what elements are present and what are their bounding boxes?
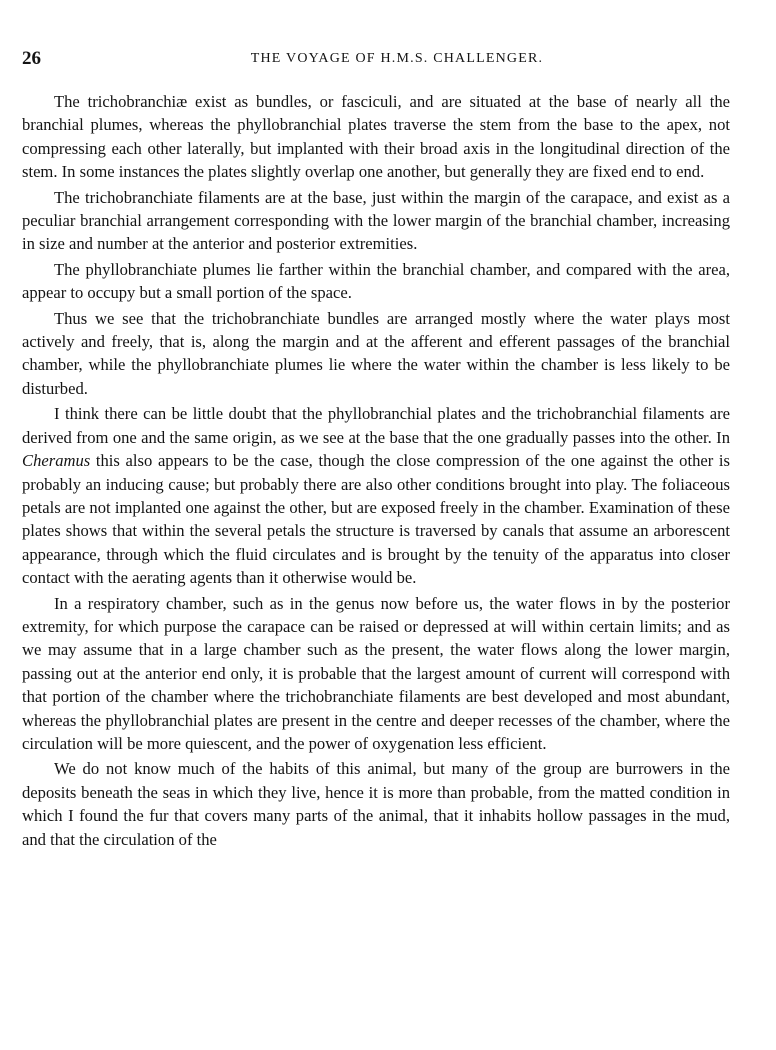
paragraph-2: The trichobranchiate filaments are at the base, just within the margin of the carapace, and exist as a peculiar branchial arrangement corresponding with the lower margin of the branchial chamber, increasing in size and number at the anterior and posterior extremities. bbox=[22, 187, 730, 254]
genus-name-italic: Cheramus bbox=[22, 451, 91, 471]
paragraph-5-part-1: I think there can be little doubt that the phyllobranchial plates and the trichobranchial filaments are derived from one and the same origin, as we see at the base that the one gradually passes into the other. In bbox=[22, 404, 730, 447]
paragraph-3: The phyllobranchiate plumes lie farther within the branchial chamber, and compared with the area, appear to occupy but a small portion of the space. bbox=[22, 259, 730, 303]
paragraph-7: We do not know much of the habits of this animal, but many of the group are burrowers in the deposits beneath the seas in which they live, hence it is more than probable, from the matted condition in which I found the fur that covers many parts of the animal, that it inhabits hollow passages in the mud, and that the circulation of the bbox=[22, 759, 730, 849]
paragraph-1: The trichobranchiæ exist as bundles, or fasciculi, and are situated at the base of nearly all the branchial plumes, whereas the phyllobranchial plates traverse the stem from the base to the apex, not compressing each other laterally, but implanted with their broad axis in the longitudinal direction of the stem. In some instances the plates slightly overlap one another, but generally they are fixed end to end. bbox=[22, 92, 730, 182]
paragraph-6: In a respiratory chamber, such as in the genus now before us, the water flows in by the posterior extremity, for which purpose the carapace can be raised or depressed at will within certain limits; and as we may assume that in a large chamber such as the present, the water flows along the lower margin, passing out at the anterior end only, it is probable that the largest amount of current will correspond with that portion of the chamber where the trichobranchiate filaments are best developed and most abundant, whereas the phyllobranchial plates are present in the centre and deeper recesses of the chamber, where the circulation will be more quiescent, and the power of oxygenation less efficient. bbox=[22, 593, 730, 753]
paragraph-5-part-2: this also appears to be the case, though the close compression of the one against the other is probably an inducing cause; but probably there are also other conditions brought into play. The foliaceous petals are not implanted one against the other, but are exposed freely in the chamber. Examination of these plates shows that within the several petals the structure is traversed by canals that assume an arborescent appearance, through which the fluid circulates and is brought by the tenuity of the apparatus into closer contact with the aerating agents than it otherwise would be. bbox=[22, 451, 730, 588]
page-number: 26 bbox=[22, 48, 41, 69]
running-title: THE VOYAGE OF H.M.S. CHALLENGER. bbox=[250, 51, 544, 66]
paragraph-5 bbox=[22, 402, 730, 589]
paragraph-4: Thus we see that the trichobranchiate bundles are arranged mostly where the water plays most actively and freely, that is, along the margin and at the afferent and efferent passages of the branchial chamber, while the phyllobranchiate plumes lie where the water within the chamber is less likely to be disturbed. bbox=[22, 308, 730, 398]
body-text bbox=[22, 90, 730, 853]
page-header bbox=[22, 48, 732, 72]
